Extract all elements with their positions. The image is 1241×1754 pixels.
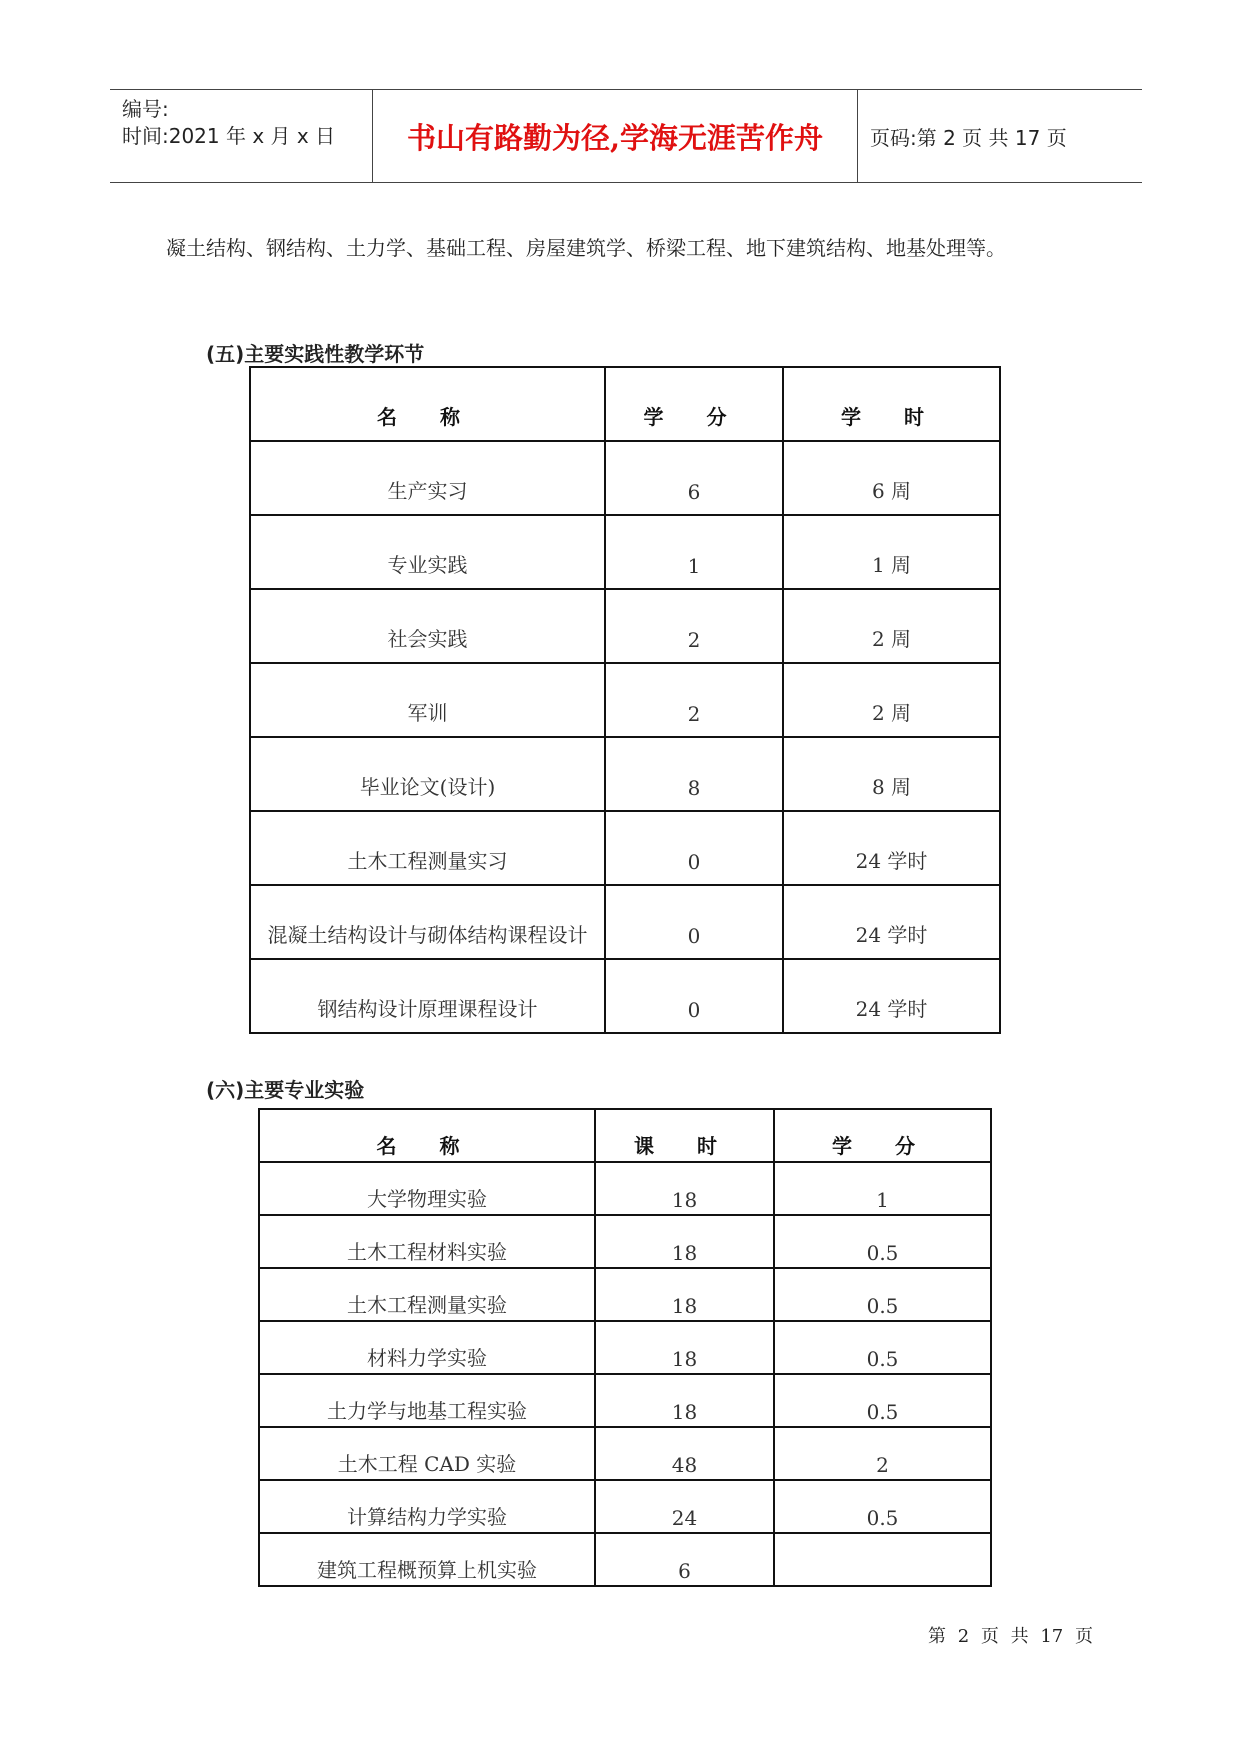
number-label: 编号:: [122, 97, 169, 121]
cell-hours: 8 周: [783, 737, 1000, 811]
cell-hours: 6: [595, 1533, 774, 1586]
cell-name: 建筑工程概预算上机实验: [259, 1533, 595, 1586]
cell-name: 土木工程 CAD 实验: [259, 1427, 595, 1480]
cell-credit: 0.5: [774, 1215, 991, 1268]
table-row: [259, 1215, 991, 1268]
cell-credit: 0: [605, 811, 783, 885]
cell-credit: 6: [605, 441, 783, 515]
cell-name: 混凝土结构设计与砌体结构课程设计: [250, 885, 605, 959]
cell-credit: [774, 1533, 991, 1586]
table-row: [250, 885, 1000, 959]
cell-hours: 1 周: [783, 515, 1000, 589]
cell-hours: 24 学时: [783, 885, 1000, 959]
col-name-header: 名 称: [259, 1109, 595, 1162]
table-row: [250, 959, 1000, 1033]
table-row: [259, 1162, 991, 1215]
table-row: [259, 1321, 991, 1374]
cell-hours: 6 周: [783, 441, 1000, 515]
cell-credit: 0.5: [774, 1321, 991, 1374]
table-row: [250, 441, 1000, 515]
cell-name: 材料力学实验: [259, 1321, 595, 1374]
cell-credit: 0.5: [774, 1374, 991, 1427]
cell-name: 大学物理实验: [259, 1162, 595, 1215]
cell-hours: 24 学时: [783, 959, 1000, 1033]
table-header-row: [250, 367, 1000, 441]
cell-credit: 8: [605, 737, 783, 811]
cell-hours: 24 学时: [783, 811, 1000, 885]
col-name-header: 名 称: [250, 367, 605, 441]
header-slogan: 书山有路勤为径,学海无涯苦作舟: [373, 90, 858, 182]
cell-hours: 18: [595, 1321, 774, 1374]
col-hours-header: 课 时: [595, 1109, 774, 1162]
table-row: [250, 737, 1000, 811]
page-footer: 第 2 页 共 17 页: [928, 1626, 1093, 1647]
table-row: [250, 589, 1000, 663]
cell-credit: 2: [774, 1427, 991, 1480]
header-page-label: 页码:第 2 页 共 17 页: [870, 125, 1067, 150]
experiment-table: [258, 1108, 992, 1587]
cell-hours: 18: [595, 1374, 774, 1427]
cell-name: 生产实习: [250, 441, 605, 515]
cell-hours: 18: [595, 1215, 774, 1268]
table-row: [259, 1268, 991, 1321]
cell-name: 社会实践: [250, 589, 605, 663]
cell-credit: 1: [774, 1162, 991, 1215]
cell-credit: 0.5: [774, 1268, 991, 1321]
page-header: [110, 89, 1142, 183]
cell-name: 土木工程测量实习: [250, 811, 605, 885]
header-info-cell: [110, 90, 373, 182]
cell-hours: 48: [595, 1427, 774, 1480]
cell-hours: 18: [595, 1268, 774, 1321]
time-label: 时间:2021 年 x 月 x 日: [122, 124, 336, 148]
col-credit-header: 学 分: [605, 367, 783, 441]
table-row: [250, 515, 1000, 589]
cell-name: 军训: [250, 663, 605, 737]
cell-hours: 18: [595, 1162, 774, 1215]
cell-name: 土力学与地基工程实验: [259, 1374, 595, 1427]
col-credit-header: 学 分: [774, 1109, 991, 1162]
cell-name: 钢结构设计原理课程设计: [250, 959, 605, 1033]
cell-credit: 0.5: [774, 1480, 991, 1533]
cell-credit: 1: [605, 515, 783, 589]
cell-credit: 0: [605, 959, 783, 1033]
section6-title: (六)主要专业实验: [206, 1078, 365, 1102]
table-row: [259, 1374, 991, 1427]
table-row: [250, 663, 1000, 737]
cell-name: 专业实践: [250, 515, 605, 589]
cell-credit: 2: [605, 663, 783, 737]
col-hours-header: 学 时: [783, 367, 1000, 441]
table-row: [259, 1533, 991, 1586]
cell-name: 土木工程材料实验: [259, 1215, 595, 1268]
cell-credit: 0: [605, 885, 783, 959]
cell-name: 计算结构力学实验: [259, 1480, 595, 1533]
practice-table: [249, 366, 1001, 1034]
cell-hours: 2 周: [783, 589, 1000, 663]
table-row: [259, 1480, 991, 1533]
cell-name: 毕业论文(设计): [250, 737, 605, 811]
table-row: [259, 1427, 991, 1480]
table-header-row: [259, 1109, 991, 1162]
cell-name: 土木工程测量实验: [259, 1268, 595, 1321]
intro-paragraph: 凝土结构、钢结构、土力学、基础工程、房屋建筑学、桥梁工程、地下建筑结构、地基处理等。: [166, 236, 1006, 260]
cell-hours: 2 周: [783, 663, 1000, 737]
section5-title: (五)主要实践性教学环节: [206, 342, 425, 366]
cell-credit: 2: [605, 589, 783, 663]
table-row: [250, 811, 1000, 885]
cell-hours: 24: [595, 1480, 774, 1533]
